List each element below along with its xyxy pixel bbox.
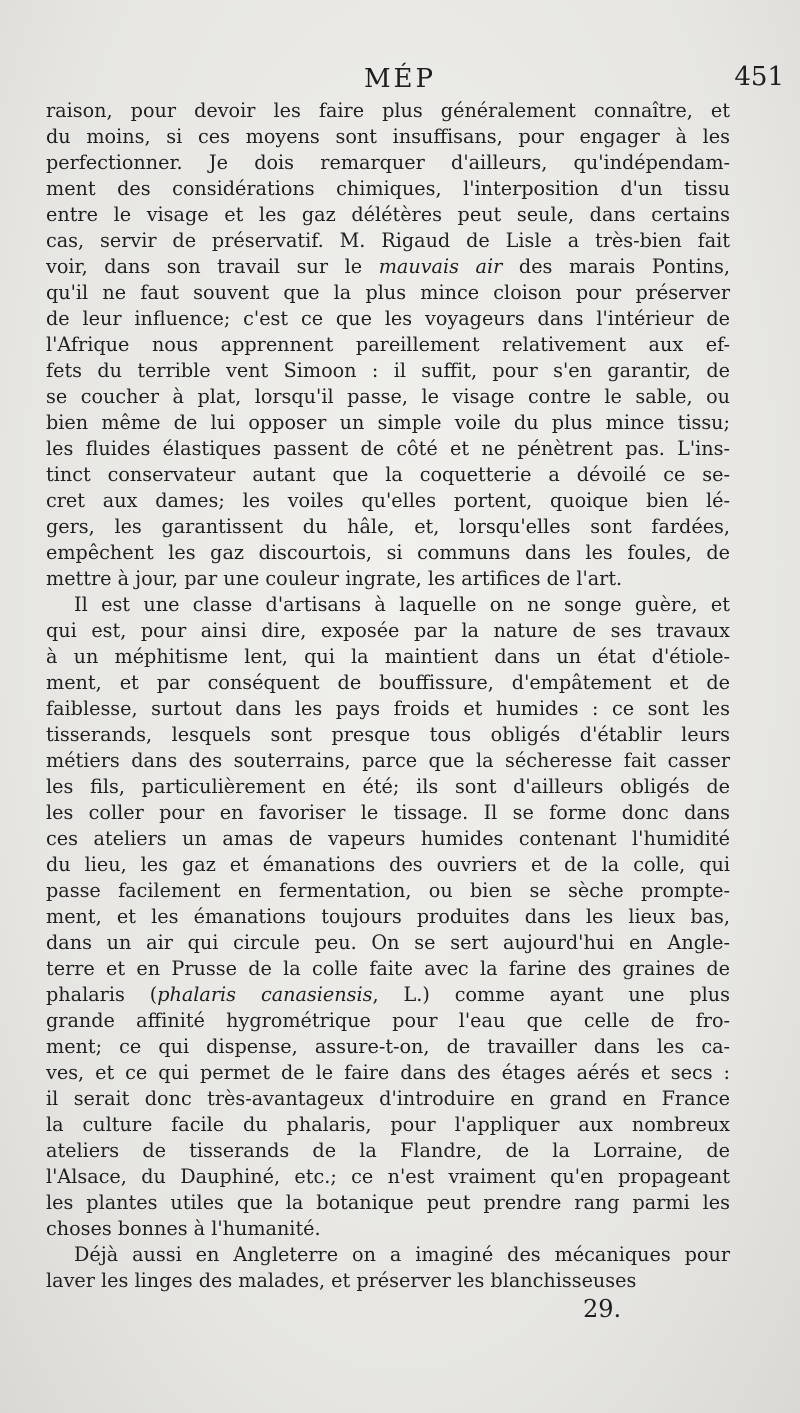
text-line: à un méphitisme lent, qui la maintient dans un état d'étiole-: [46, 645, 730, 668]
text-line: Il est une classe d'artisans à laquelle on ne songe guère, et: [74, 593, 730, 616]
text-line: gers, les garantissent du hâle, et, lorsqu'elles sont fardées,: [46, 515, 730, 538]
text-line: faiblesse, surtout dans les pays froids et humides : ce sont les: [46, 697, 730, 720]
signature-mark: 29.: [583, 1295, 622, 1323]
text-line: tisserands, lesquels sont presque tous obligés d'établir leurs: [46, 723, 730, 746]
text-line: grande affinité hygrométrique pour l'eau que celle de fro-: [46, 1009, 730, 1032]
text-line: cas, servir de préservatif. M. Rigaud de Lisle a très-bien fait: [46, 229, 730, 252]
text-line: qu'il ne faut souvent que la plus mince cloison pour préserver: [46, 281, 730, 304]
text-line: entre le visage et les gaz délétères peut seule, dans certains: [46, 203, 730, 226]
text-line: se coucher à plat, lorsqu'il passe, le visage contre le sable, ou: [46, 385, 730, 408]
text-line: bien même de lui opposer un simple voile du plus mince tissu;: [46, 411, 730, 434]
text-line: les plantes utiles que la botanique peut prendre rang parmi les: [46, 1191, 730, 1214]
text-line: raison, pour devoir les faire plus généralement connaître, et: [46, 99, 730, 122]
body-text: [46, 98, 730, 1294]
text-line: cret aux dames; les voiles qu'elles portent, quoique bien lé-: [46, 489, 730, 512]
page-number: 451: [734, 62, 784, 92]
paragraph: [46, 98, 730, 592]
text-line: Déjà aussi en Angleterre on a imaginé des mécaniques pour: [74, 1243, 730, 1266]
running-head: MÉP: [363, 64, 437, 94]
text-line: perfectionner. Je dois remarquer d'ailleurs, qu'indépendam-: [46, 151, 730, 174]
text-line: du moins, si ces moyens sont insuffisans, pour engager à les: [46, 125, 730, 148]
text-line: l'Alsace, du Dauphiné, etc.; ce n'est vraiment qu'en propageant: [46, 1165, 730, 1188]
text-line: qui est, pour ainsi dire, exposée par la nature de ses travaux: [46, 619, 730, 642]
page-header: [0, 62, 800, 98]
text-line: les fils, particulièrement en été; ils sont d'ailleurs obligés de: [46, 775, 730, 798]
text-line: dans un air qui circule peu. On se sert aujourd'hui en Angle-: [46, 931, 730, 954]
text-line: métiers dans des souterrains, parce que la sécheresse fait casser: [46, 749, 730, 772]
text-line: voir, dans son travail sur le mauvais air des marais Pontins,: [46, 255, 731, 278]
text-line: de leur influence; c'est ce que les voyageurs dans l'intérieur de: [46, 307, 730, 330]
text-line: passe facilement en fermentation, ou bien se sèche prompte-: [46, 879, 730, 902]
text-line: les fluides élastiques passent de côté et ne pénètrent pas. L'ins-: [46, 437, 730, 460]
text-line: ateliers de tisserands de la Flandre, de la Lorraine, de: [46, 1139, 730, 1162]
paragraph: [46, 592, 730, 1242]
text-line: ment des considérations chimiques, l'interposition d'un tissu: [46, 177, 730, 200]
text-line: ment; ce qui dispense, assure-t-on, de travailler dans les ca-: [46, 1035, 730, 1058]
text-line: laver les linges des malades, et préserver les blanchisseuses: [46, 1269, 637, 1292]
text-line: mettre à jour, par une couleur ingrate, les artifices de l'art.: [46, 567, 623, 590]
text-line: ment, et par conséquent de bouffissure, d'empâtement et de: [46, 671, 730, 694]
text-line: il serait donc très-avantageux d'introduire en grand en France: [46, 1087, 730, 1110]
text-line: tinct conservateur autant que la coquetterie a dévoilé ce se-: [46, 463, 730, 486]
text-line: terre et en Prusse de la colle faite avec la farine des graines de: [46, 957, 730, 980]
text-line: choses bonnes à l'humanité.: [46, 1217, 321, 1240]
text-line: fets du terrible vent Simoon : il suffit, pour s'en garantir, de: [46, 359, 730, 382]
text-line: ces ateliers un amas de vapeurs humides contenant l'humidité: [46, 827, 730, 850]
text-line: l'Afrique nous apprennent pareillement relativement aux ef-: [46, 333, 730, 356]
text-line: la culture facile du phalaris, pour l'appliquer aux nombreux: [46, 1113, 730, 1136]
text-line: ves, et ce qui permet de le faire dans des étages aérés et secs :: [46, 1061, 730, 1084]
text-line: ment, et les émanations toujours produites dans les lieux bas,: [46, 905, 730, 928]
text-line: phalaris (phalaris canasiensis, L.) comme ayant une plus: [46, 983, 730, 1006]
text-line: empêchent les gaz discourtois, si communs dans les foules, de: [46, 541, 730, 564]
text-line: les coller pour en favoriser le tissage. Il se forme donc dans: [46, 801, 730, 824]
text-line: du lieu, les gaz et émanations des ouvriers et de la colle, qui: [46, 853, 730, 876]
paragraph: [46, 1242, 730, 1294]
